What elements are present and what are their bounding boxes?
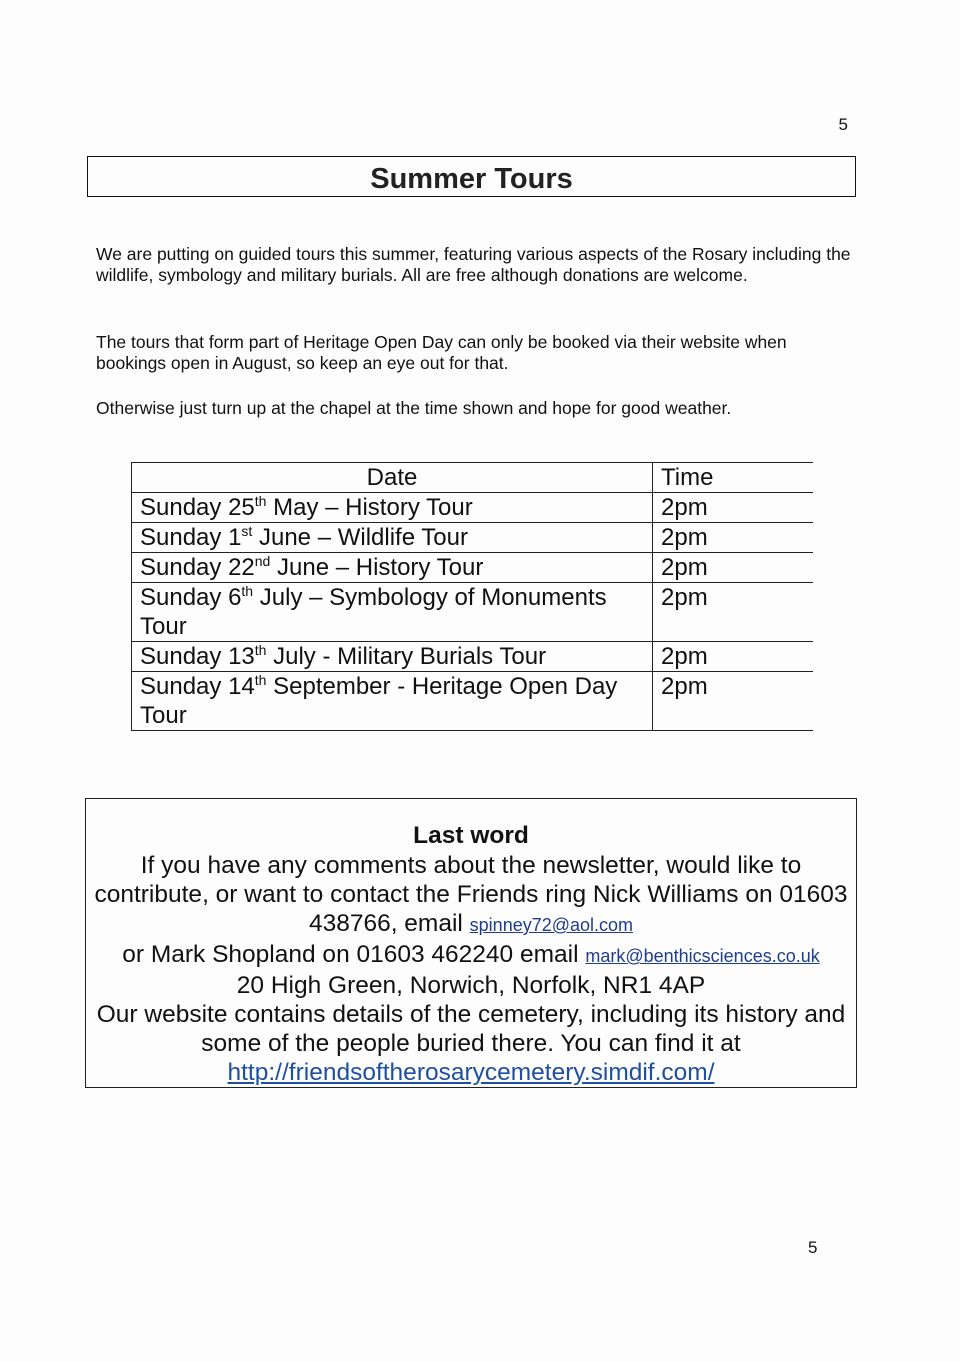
last-word-heading: Last word bbox=[413, 822, 529, 849]
page-number-top: 5 bbox=[838, 115, 848, 134]
contact-text: If you have any comments about the newsletter, would like to contribute, or want to contact the Friends ring Nick Williams on 01603 438766, email spinney72@aol.com bbox=[94, 852, 848, 937]
tour-time: 2pm bbox=[653, 493, 814, 523]
tour-date: Sunday 22nd June – History Tour bbox=[132, 553, 653, 583]
turn-up-paragraph: Otherwise just turn up at the chapel at the time shown and hope for good weather. bbox=[96, 398, 732, 418]
tour-date: Sunday 14th September - Heritage Open Day Tour bbox=[132, 672, 653, 731]
tour-time: 2pm bbox=[653, 672, 814, 731]
tours-table bbox=[131, 462, 813, 731]
contact-text-mark: or Mark Shopland on 01603 462240 email mark@benthicsciences.co.uk bbox=[122, 941, 820, 968]
tour-time: 2pm bbox=[653, 583, 814, 642]
tour-date: Sunday 25th May – History Tour bbox=[132, 493, 653, 523]
table-row bbox=[132, 493, 814, 523]
page-number-bottom: 5 bbox=[808, 1238, 818, 1257]
booking-paragraph: The tours that form part of Heritage Open Day can only be booked via their website when bookings open in August, so keep an eye out for that. bbox=[96, 332, 787, 373]
intro-paragraph: We are putting on guided tours this summer, featuring various aspects of the Rosary including the wildlife, symbology and military burials. All are free although donations are welcome. bbox=[96, 244, 851, 285]
tour-time: 2pm bbox=[653, 642, 814, 672]
date-header: Date bbox=[132, 463, 653, 493]
table-row bbox=[132, 523, 814, 553]
tour-time: 2pm bbox=[653, 553, 814, 583]
table-header-row bbox=[132, 463, 814, 493]
table-row bbox=[132, 553, 814, 583]
email-link-nick[interactable]: spinney72@aol.com bbox=[469, 915, 634, 935]
last-word-box bbox=[85, 798, 857, 1088]
table-row bbox=[132, 642, 814, 672]
email-link-mark[interactable]: mark@benthicsciences.co.uk bbox=[585, 946, 820, 966]
website-link[interactable]: http://friendsoftherosarycemetery.simdif.com/ bbox=[227, 1059, 715, 1086]
tour-date: Sunday 13th July - Military Burials Tour bbox=[132, 642, 653, 672]
time-header: Time bbox=[653, 463, 814, 493]
tour-date: Sunday 1st June – Wildlife Tour bbox=[132, 523, 653, 553]
page-title: Summer Tours bbox=[370, 163, 573, 195]
tour-time: 2pm bbox=[653, 523, 814, 553]
title-box bbox=[87, 156, 856, 197]
table-row bbox=[132, 672, 814, 731]
tour-date: Sunday 6th July – Symbology of Monuments Tour bbox=[132, 583, 653, 642]
address-text: 20 High Green, Norwich, Norfolk, NR1 4AP bbox=[236, 972, 706, 999]
website-text: Our website contains details of the cemetery, including its history and some of the people buried there. You can find it at bbox=[96, 1001, 846, 1057]
table-row bbox=[132, 583, 814, 642]
